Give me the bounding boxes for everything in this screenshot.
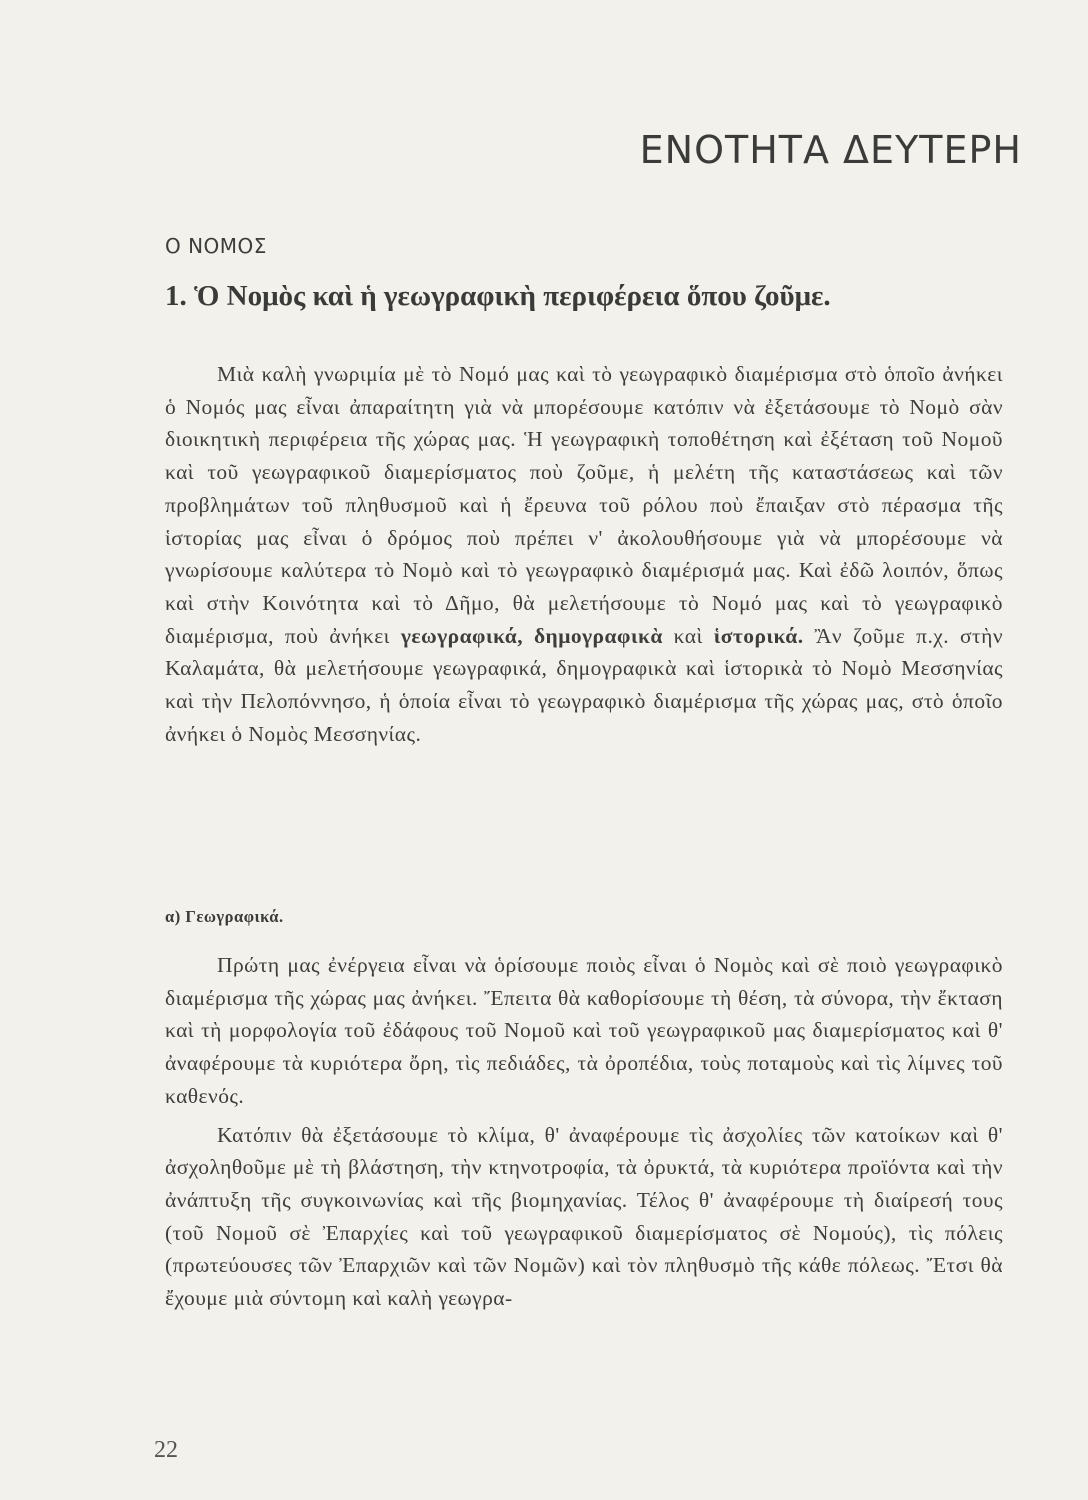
paragraph-introduction [165,358,1003,750]
section-heading: 1. Ὁ Νομὸς καὶ ἡ γεωγραφικὴ περιφέρεια ὅπου ζοῦμε. [165,280,831,312]
subheading-geographic: α) Γεωγραφικά. [165,907,284,926]
geography-section-body [165,949,1003,1315]
paragraph-2: Πρώτη μας ἐνέργεια εἶναι νὰ ὁρίσουμε ποιὸς εἶναι ὁ Νομὸς καὶ σὲ ποιὸ γεωγραφικὸ διαμέρισμα τῆς χώρας μας ἀνήκει. Ἔπειτα θὰ καθορίσουμε τὴ θέση, τὰ σύνορα, τὴν ἔκταση καὶ τὴ μορφολογία τοῦ ἐδάφους τοῦ Νομοῦ καὶ τοῦ γεωγραφικοῦ μας διαμερίσματος καὶ θ' ἀναφέρουμε τὰ κυριότερα ὄρη, τὶς πεδιάδες, τὰ ὀροπέδια, τοὺς ποταμοὺς καὶ τὶς λίμνες τοῦ καθενός. [165,953,1003,1108]
paragraph-3: Κατόπιν θὰ ἐξετάσουμε τὸ κλίμα, θ' ἀναφέρουμε τὶς ἀσχολίες τῶν κατοίκων καὶ θ' ἀσχοληθοῦμε μὲ τὴ βλάστηση, τὴν κτηνοτροφία, τὰ ὀρυκτά, τὰ κυριότερα προϊόντα καὶ τὴν ἀνάπτυξη τῆς συγκοινωνίας καὶ τῆς βιομηχανίας. Τέλος θ' ἀναφέρουμε τὴ διαίρεσή τους (τοῦ Νομοῦ σὲ Ἐπαρχίες καὶ τοῦ γεωγραφικοῦ διαμερίσματος σὲ Νομούς), τὶς πόλεις (πρωτεύουσες τῶν Ἐπαρχιῶν καὶ τῶν Νομῶν) καὶ τὸν πληθυσμὸ τῆς κάθε πόλεως. Ἔτσι θὰ ἔχουμε μιὰ σύντομη καὶ καλὴ γεωγρα- [165,1122,1003,1311]
paragraph-1 [165,358,1003,750]
section-title: ΕΝΟΤΗΤΑ ΔΕΥΤΕΡΗ [639,128,1022,172]
paragraph-1-text-c: Ἂν ζοῦμε π.χ. στὴν Καλαμάτα, θὰ μελετήσουμε γεωγραφικά, δημογραφικὰ καὶ ἱστορικὰ τὸ Νομὸ Μεσσηνίας καὶ τὴν Πελοπόννησο, ἡ ὁποία εἶναι τὸ γεωγραφικὸ διαμέρισμα τῆς χώρας μας, στὸ ὁποῖο ἀνήκει ὁ Νομὸς Μεσσηνίας. [165,623,1003,746]
page-number: 22 [154,1437,178,1463]
paragraph-1-text-b: καὶ [662,623,714,648]
emphasis-geographic-demographic: γεωγραφικά, δημογραφικὰ [400,623,663,648]
chapter-label: Ο ΝΟΜΟΣ [165,234,267,258]
emphasis-historical: ἱστορικά. [713,623,804,648]
paragraph-1-text-a: Μιὰ καλὴ γνωριμία μὲ τὸ Νομό μας καὶ τὸ γεωγραφικὸ διαμέρισμα στὸ ὁποῖο ἀνήκει ὁ Νομός μας εἶναι ἀπαραίτητη γιὰ νὰ μπορέσουμε κατόπιν νὰ ἐξετάσουμε τὸ Νομὸ σὰν διοικητικὴ περιφέρεια τῆς χώρας μας. Ἡ γεωγραφικὴ τοποθέτηση καὶ ἐξέταση τοῦ Νομοῦ καὶ τοῦ γεωγραφικοῦ διαμερίσματος ποὺ ζοῦμε, ἡ μελέτη τῆς καταστάσεως καὶ τῶν προβλημάτων τοῦ πληθυσμοῦ καὶ ἡ ἔρευνα τοῦ ρόλου ποὺ ἔπαιξαν στὸ πέρασμα τῆς ἱστορίας μας εἶναι ὁ δρόμος ποὺ πρέπει ν' ἀκολουθήσουμε γιὰ νὰ μπορέσουμε νὰ γνωρίσουμε καλύτερα τὸ Νομὸ καὶ τὸ γεωγραφικὸ διαμέρισμά μας. Καὶ ἐδῶ λοιπόν, ὅπως καὶ στὴν Κοινότητα καὶ τὸ Δῆμο, θὰ μελετήσουμε τὸ Νομό μας καὶ τὸ γεωγραφικὸ διαμέρισμα, ποὺ ἀνήκει [165,362,1003,648]
